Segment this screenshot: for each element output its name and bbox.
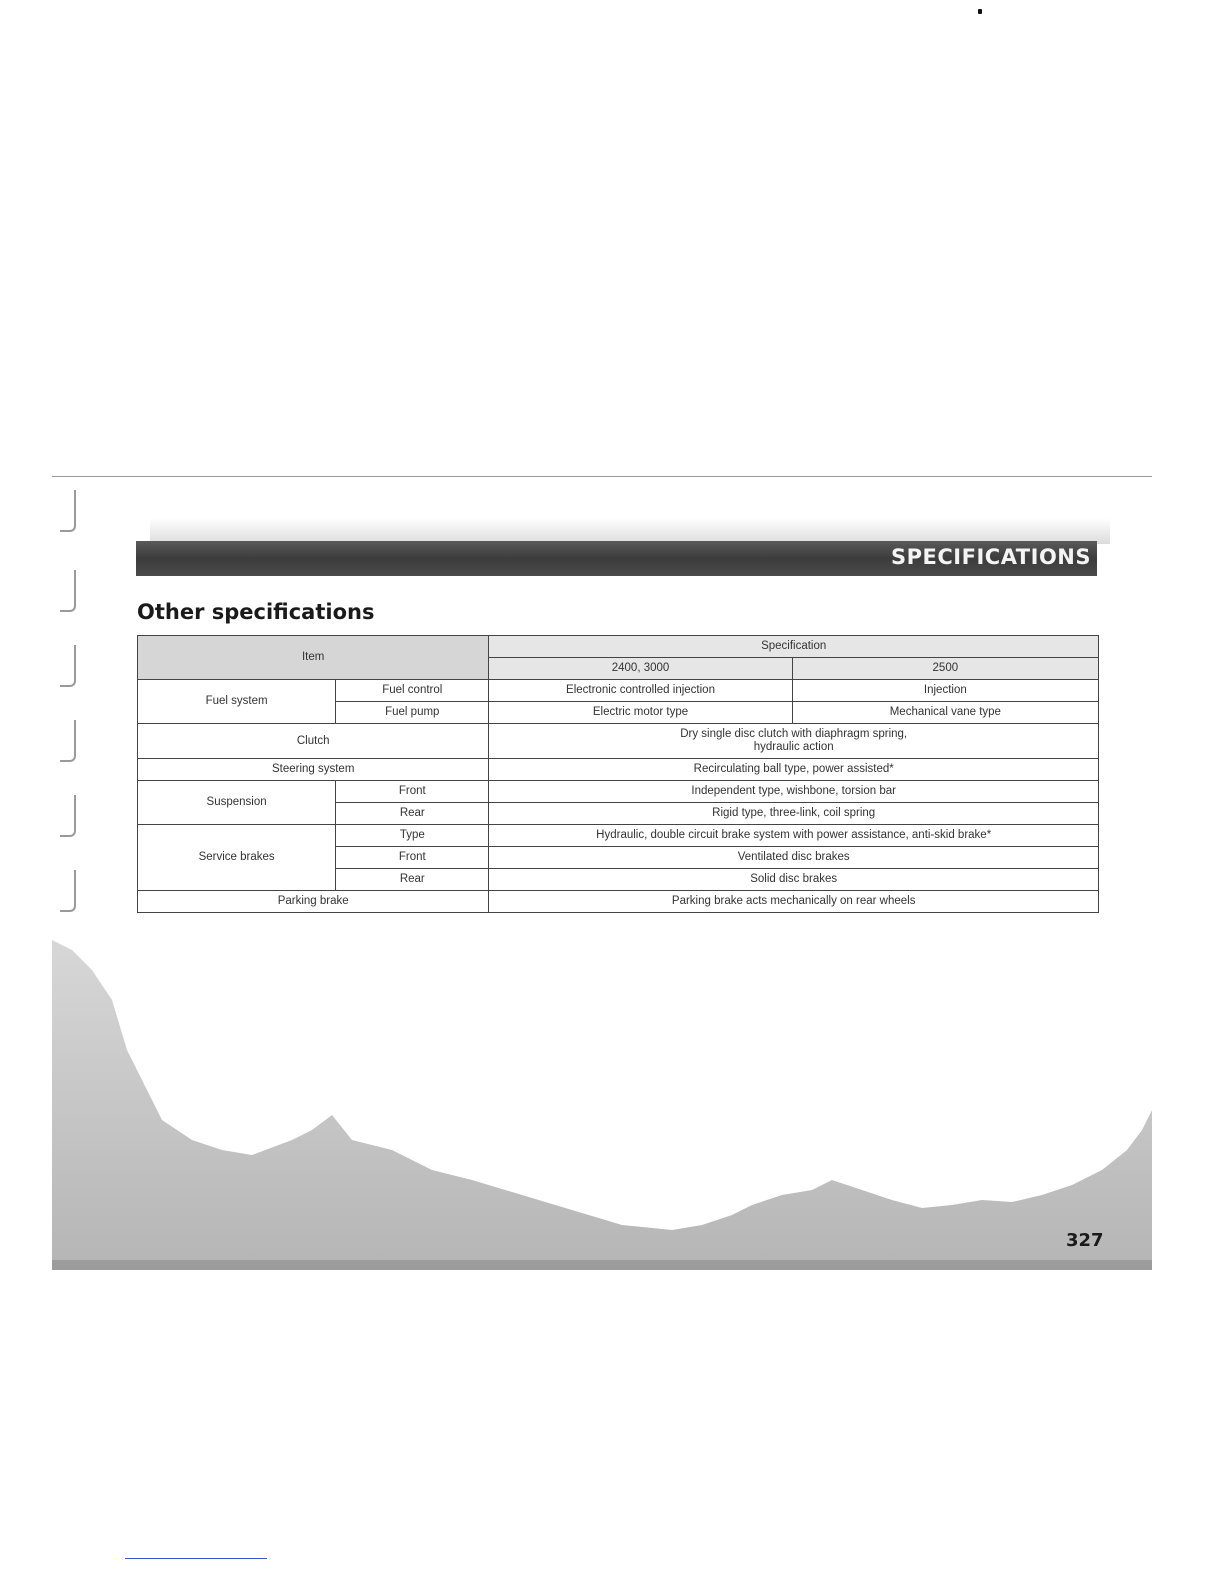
clutch-value-line: Dry single disc clutch with diaphragm spring, (680, 728, 908, 741)
model-2400-3000-header: 2400, 3000 (489, 658, 792, 680)
table-row (138, 825, 1099, 847)
page-number: 327 (1066, 1230, 1104, 1251)
table-row (138, 680, 1099, 702)
suspension-front-value: Independent type, wishbone, torsion bar (489, 781, 1099, 803)
footer-rule (125, 1558, 267, 1559)
suspension-rear-label: Rear (336, 803, 489, 825)
parking-brake-label: Parking brake (138, 891, 489, 913)
suspension-label: Suspension (138, 781, 336, 825)
service-brakes-type-value: Hydraulic, double circuit brake system with power assistance, anti-skid brake* (489, 825, 1099, 847)
suspension-rear-value: Rigid type, three-link, coil spring (489, 803, 1099, 825)
section-title: SPECIFICATIONS (891, 545, 1091, 569)
service-brakes-rear-value: Solid disc brakes (489, 869, 1099, 891)
table-row (138, 724, 1099, 759)
steering-label: Steering system (138, 759, 489, 781)
fuel-control-label: Fuel control (336, 680, 489, 702)
model-2500-header: 2500 (792, 658, 1098, 680)
fuel-pump-2500: Mechanical vane type (792, 702, 1098, 724)
fuel-control-2400-3000: Electronic controlled injection (489, 680, 792, 702)
binding-ring (60, 645, 76, 687)
clutch-label: Clutch (138, 724, 489, 759)
service-brakes-type-label: Type (336, 825, 489, 847)
binding-ring (60, 570, 76, 612)
steering-value: Recirculating ball type, power assisted* (489, 759, 1099, 781)
service-brakes-front-label: Front (336, 847, 489, 869)
service-brakes-front-value: Ventilated disc brakes (489, 847, 1099, 869)
scan-speck (978, 9, 982, 14)
page-title: Other specifications (137, 600, 375, 624)
fuel-system-label: Fuel system (138, 680, 336, 724)
table-row (138, 759, 1099, 781)
binding-ring (60, 795, 76, 837)
service-brakes-rear-label: Rear (336, 869, 489, 891)
specifications-table (137, 635, 1099, 913)
fuel-pump-2400-3000: Electric motor type (489, 702, 792, 724)
specification-header: Specification (489, 636, 1099, 658)
binding-ring (60, 490, 76, 532)
table-row (138, 891, 1099, 913)
binding-ring (60, 720, 76, 762)
fuel-control-2500: Injection (792, 680, 1098, 702)
item-header: Item (138, 636, 489, 680)
water-stain (52, 940, 1152, 1270)
table-row (138, 781, 1099, 803)
table-header-row (138, 636, 1099, 658)
binding-ring (60, 870, 76, 912)
parking-brake-value: Parking brake acts mechanically on rear wheels (489, 891, 1099, 913)
clutch-value (489, 724, 1099, 759)
fuel-pump-label: Fuel pump (336, 702, 489, 724)
service-brakes-label: Service brakes (138, 825, 336, 891)
clutch-value-line: hydraulic action (753, 741, 834, 753)
suspension-front-label: Front (336, 781, 489, 803)
section-header-band (136, 541, 1097, 576)
